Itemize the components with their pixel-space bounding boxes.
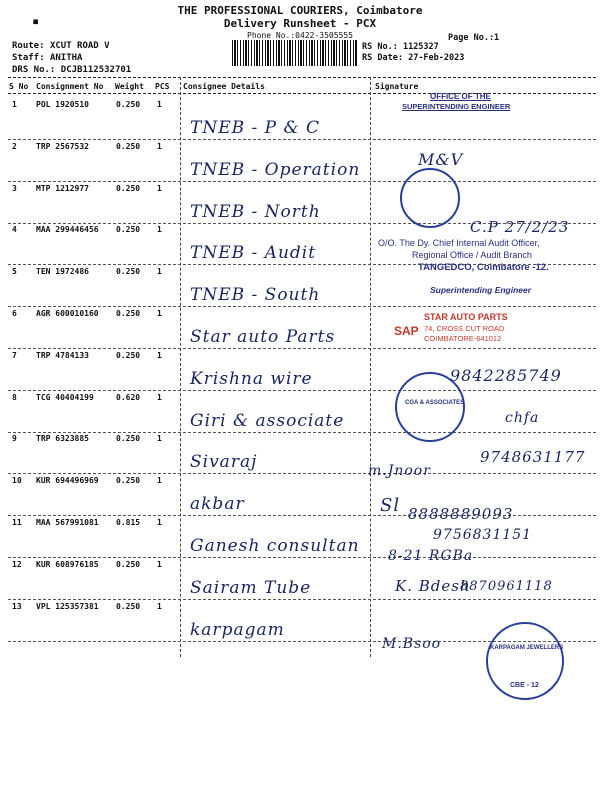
row-weight: 0.250 <box>116 602 141 611</box>
rs-no-row <box>362 42 439 52</box>
barcode <box>232 40 357 66</box>
karpagam-stamp-text: KARPAGAM JEWELLERS <box>490 645 564 651</box>
row-sno: 9 <box>12 434 17 443</box>
row-pcs: 1 <box>157 518 162 527</box>
row-weight: 0.250 <box>116 560 141 569</box>
row-consignment-no: TEN 1972486 <box>36 267 89 276</box>
signature-row8: chfa <box>505 410 540 426</box>
row-divider <box>8 473 596 474</box>
stamp-office-line2: SUPERINTENDING ENGINEER <box>402 102 511 111</box>
phone-handwritten-2: 9748631177 <box>480 448 586 466</box>
row-pcs: 1 <box>157 476 162 485</box>
audit-stamp-line3: TANGEDCO, Coimbatore -12. <box>418 262 549 273</box>
row-consignment-no: KUR 608976185 <box>36 560 99 569</box>
row-divider <box>8 181 596 182</box>
row-consignee-handwritten: Sivaraj <box>190 452 258 472</box>
col-weight: Weight <box>115 82 144 91</box>
row-sno: 12 <box>12 560 22 569</box>
row-weight: 0.250 <box>116 351 141 360</box>
row-consignee-handwritten: Star auto Parts <box>190 327 336 347</box>
row-consignment-no: VPL 125357381 <box>36 602 99 611</box>
signature-row11: 8-21 RGBa <box>388 548 474 564</box>
row-sno: 6 <box>12 309 17 318</box>
audit-stamp-line1: O/O. The Dy. Chief Internal Audit Officer, <box>378 238 540 248</box>
rs-date-label: RS Date: <box>362 53 403 63</box>
row-consignee-handwritten: TNEB - P & C <box>190 118 321 138</box>
row-divider <box>8 599 596 600</box>
row-consignee-handwritten: TNEB - Operation <box>190 160 361 180</box>
row-consignee-handwritten: Giri & associate <box>190 411 345 431</box>
route-row <box>12 41 110 51</box>
row-consignee-handwritten: TNEB - North <box>190 202 321 222</box>
col-pcs: PCS <box>155 82 170 91</box>
row-consignment-no: POL 1920510 <box>36 100 89 109</box>
row-pcs: 1 <box>157 142 162 151</box>
row-weight: 0.250 <box>116 434 141 443</box>
row-sno: 10 <box>12 476 22 485</box>
row-consignment-no: KUR 694496969 <box>36 476 99 485</box>
row-pcs: 1 <box>157 309 162 318</box>
row-weight: 0.620 <box>116 393 141 402</box>
row-pcs: 1 <box>157 434 162 443</box>
row-pcs: 1 <box>157 602 162 611</box>
row-sno: 11 <box>12 518 22 527</box>
corner-mark-icon: ▪ <box>32 14 40 28</box>
row-weight: 0.250 <box>116 267 141 276</box>
row-pcs: 1 <box>157 225 162 234</box>
company-title: THE PROFESSIONAL COURIERS, Coimbatore <box>177 4 423 17</box>
signature-row13: M.Bsoo <box>382 636 442 652</box>
row-consignment-no: TRP 6323885 <box>36 434 89 443</box>
row-weight: 0.250 <box>116 100 141 109</box>
rs-date-row <box>362 53 464 63</box>
row-weight: 0.250 <box>116 309 141 318</box>
phone-handwritten-1: 9842285749 <box>450 366 562 385</box>
row-consignment-no: TCG 40404199 <box>36 393 94 402</box>
col-consignee: Consignee Details <box>183 82 265 91</box>
row-pcs: 1 <box>157 267 162 276</box>
phone-number: Phone No.:0422-3505555 <box>247 31 353 40</box>
row-consignee-handwritten: Ganesh consultan <box>190 536 360 556</box>
drs-row <box>12 65 131 75</box>
signature-row2: M&V <box>418 150 464 169</box>
round-stamp-seal <box>400 168 460 228</box>
row-sno: 4 <box>12 225 17 234</box>
row-pcs: 1 <box>157 100 162 109</box>
row-divider <box>8 348 596 349</box>
rs-no-label: RS No.: <box>362 42 398 52</box>
row-divider <box>8 557 596 558</box>
signature-row12: K. Bdesh <box>395 577 471 595</box>
row-divider <box>8 306 596 307</box>
audit-stamp-line2: Regional Office / Audit Branch <box>412 250 532 260</box>
consignee-divider <box>180 77 181 657</box>
row-consignment-no: MAA 299446456 <box>36 225 99 234</box>
row-pcs: 1 <box>157 184 162 193</box>
rs-no-value: 1125327 <box>402 42 439 52</box>
rs-date-value: 27-Feb-2023 <box>408 53 465 63</box>
row-sno: 2 <box>12 142 17 151</box>
row-weight: 0.250 <box>116 142 141 151</box>
karpagam-stamp-city: CBE - 12 <box>510 682 539 689</box>
row-sno: 3 <box>12 184 17 193</box>
row-consignee-handwritten: TNEB - Audit <box>190 243 317 263</box>
row-consignee-handwritten: Sairam Tube <box>190 578 312 598</box>
route-label: Route: <box>12 41 45 51</box>
row-divider <box>8 139 596 140</box>
row-consignment-no: AGR 600010160 <box>36 309 99 318</box>
phone-handwritten-4: 9756831151 <box>433 527 533 543</box>
drs-label: DRS No.: <box>12 65 56 75</box>
star-auto-stamp-city: COIMBATORE-641012 <box>424 334 502 343</box>
col-signature: Signature <box>375 82 419 91</box>
signature-row9: m.Jnoor <box>368 463 431 479</box>
route-value: XCUT ROAD V <box>49 41 110 51</box>
row-consignee-handwritten: Krishna wire <box>190 369 313 389</box>
star-auto-stamp-sap: SAP <box>394 324 419 338</box>
phone-handwritten-3: 8888889093 <box>408 505 514 523</box>
row-weight: 0.250 <box>116 225 141 234</box>
row-weight: 0.250 <box>116 184 141 193</box>
row-consignment-no: TRP 2567532 <box>36 142 89 151</box>
staff-row <box>12 53 82 63</box>
row-pcs: 1 <box>157 560 162 569</box>
row-divider <box>8 432 596 433</box>
header-bottom-rule <box>8 93 596 94</box>
row-consignment-no: MTP 1212977 <box>36 184 89 193</box>
handwritten-date: C.P 27/2/23 <box>470 218 570 236</box>
row-consignee-handwritten: TNEB - South <box>190 285 321 305</box>
row-pcs: 1 <box>157 393 162 402</box>
row-pcs: 1 <box>157 351 162 360</box>
row-weight: 0.815 <box>116 518 141 527</box>
phone-handwritten-5: 8870961118 <box>460 579 553 594</box>
col-consignment: Consignment No <box>36 82 104 91</box>
row-sno: 8 <box>12 393 17 402</box>
staff-label: Staff: <box>12 53 45 63</box>
row-sno: 5 <box>12 267 17 276</box>
row-consignee-handwritten: karpagam <box>190 620 285 640</box>
row-consignment-no: MAA 567991081 <box>36 518 99 527</box>
row-sno: 7 <box>12 351 17 360</box>
row-sno: 13 <box>12 602 22 611</box>
row-weight: 0.250 <box>116 476 141 485</box>
star-auto-stamp-address: 74, CROSS CUT ROAD <box>424 324 505 333</box>
row-consignee-handwritten: akbar <box>190 494 245 514</box>
stamp-office-line1: OFFICE OF THE <box>430 92 491 101</box>
row-divider <box>8 390 596 391</box>
drs-value: DCJB112532701 <box>60 65 132 75</box>
staff-value: ANITHA <box>49 53 83 63</box>
header-top-rule <box>8 77 596 78</box>
signature-row10: Sl <box>380 495 401 516</box>
signature-divider <box>370 77 371 657</box>
runsheet-title: Delivery Runsheet - PCX <box>223 17 377 30</box>
row-sno: 1 <box>12 100 17 109</box>
superintending-engineer-stamp: Superintending Engineer <box>430 285 532 295</box>
star-auto-stamp-name: STAR AUTO PARTS <box>424 312 508 322</box>
page-number: Page No.:1 <box>448 33 500 43</box>
cga-stamp-text: CGA & ASSOCIATES <box>405 400 465 406</box>
row-consignment-no: TRP 4784133 <box>36 351 89 360</box>
col-sno: S No <box>9 82 29 91</box>
